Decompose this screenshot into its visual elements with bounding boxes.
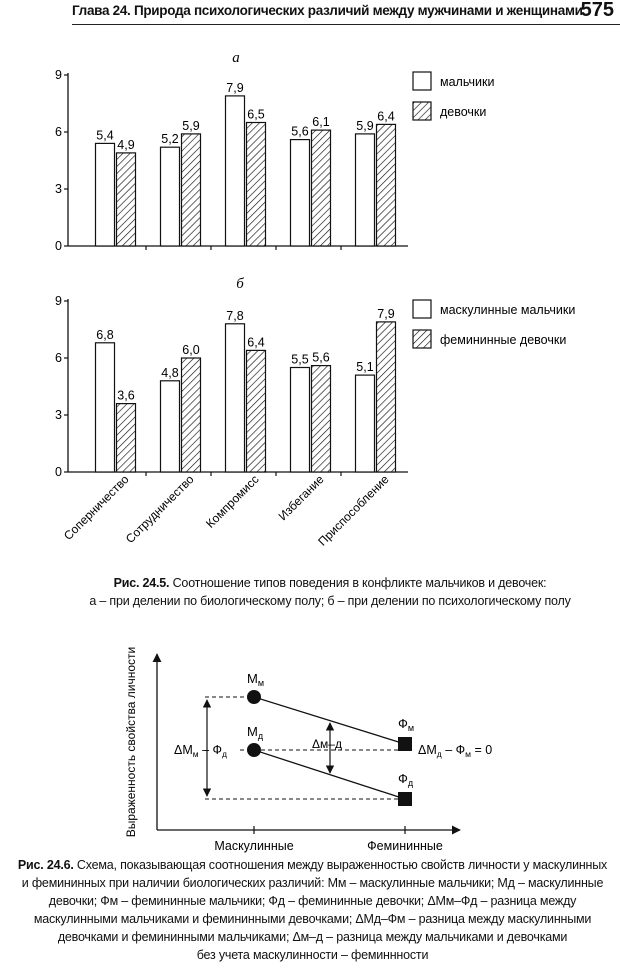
data-label-a-0-3: 5,6 [291,124,309,139]
label-delta-left: $\Delta М_м - Ф_д$ [174,743,227,759]
legend-label-b-1: фемининные девочки [440,333,567,347]
bar-a-0-3 [291,140,310,246]
bar-b-1-3 [312,366,331,472]
bar-b-1-1 [182,358,201,472]
y-tick-label-b-3: 9 [55,294,62,308]
bar-a-1-2 [247,123,266,247]
chapter-title: Глава 24. Природа психологических различий между мужчинами и женщинами [72,3,583,18]
caption-24-6-line-4: девочками и фемининными мальчиками; Δм–д – разница между мальчиками и девочками [57,930,568,944]
category-label-4: Приспособление [315,472,392,549]
caption-24-6-line-3: маскулинными мальчиками и фемининными девочками; ΔМд–Фм – разница между маскулинными [33,912,592,926]
y-tick-label-a-1: 3 [55,182,62,196]
point-fd [398,792,412,806]
page-number: 575 [580,0,614,21]
data-label-a-1-1: 5,9 [182,118,200,133]
caption-24-5 [70,574,590,610]
caption-24-5-line2: а – при делении по биологическому полу; б – при делении по психологическому полу [89,594,571,608]
bar-b-0-2 [226,324,245,472]
bar-b-0-4 [356,375,375,472]
label-eq-right: $\Delta М_д - Ф_м = 0$ [418,743,493,759]
label-fm: $Ф_м$ [398,716,415,733]
y-tick-label-b-0: 0 [55,465,62,479]
caption-24-6-line-1: и фемининных при наличии биологических различий: Мм – маскулинные мальчики; Мд – маскулинные [21,876,604,890]
bar-a-1-1 [182,134,201,246]
legend-swatch-b-1 [413,330,431,348]
bar-a-1-3 [312,130,331,246]
caption-24-5-label: Рис. 24.5. [113,576,170,590]
data-label-b-0-1: 4,8 [161,365,179,380]
y-tick-label-b-1: 3 [55,408,62,422]
category-label-2: Компромисс [203,472,262,531]
legend-swatch-b-0 [413,300,431,318]
category-label-3: Избегание [275,472,327,524]
bar-b-1-2 [247,350,266,472]
label-fd: $Ф_д$ [398,771,414,788]
diagram-y-label: Выраженность свойства личности [124,646,138,838]
legend-label-a-0: мальчики [440,75,495,89]
label-delta-mid: Δм–д [312,737,342,751]
chart-b [55,276,575,549]
y-tick-label-a-2: 6 [55,125,62,139]
legend-swatch-a-0 [413,72,431,90]
data-label-b-1-4: 7,9 [377,306,395,321]
data-label-b-0-2: 7,8 [226,308,244,323]
caption-24-6-line-2: девочки; Фм – фемининные мальчики; Фд – фемининные девочки; ΔМм–Фд – разница между [48,894,577,908]
data-label-b-1-3: 5,6 [312,350,330,365]
data-label-a-1-0: 4,9 [117,137,135,152]
diagram-24-6 [124,647,492,853]
bar-a-1-4 [377,124,396,246]
data-label-b-0-3: 5,5 [291,352,309,367]
data-label-a-1-2: 6,5 [247,107,265,122]
y-tick-label-b-2: 6 [55,351,62,365]
data-label-a-0-1: 5,2 [161,132,179,147]
caption-24-6 [10,856,615,964]
data-label-b-1-0: 3,6 [117,388,135,403]
bar-a-0-0 [96,143,115,246]
y-tick-label-a-3: 9 [55,68,62,82]
label-md: $М_д$ [247,724,264,741]
caption-24-5-line1: Соотношение типов поведения в конфликте мальчиков и девочек: [172,576,547,590]
data-label-a-1-3: 6,1 [312,115,330,130]
diagram-x-label-masc: Маскулинные [214,839,294,853]
caption-24-6-line-0: Схема, показывающая соотношения между выраженностью свойств личности у маскулинных [76,858,608,872]
data-label-b-1-2: 6,4 [247,335,265,350]
bar-a-0-4 [356,134,375,246]
point-fm [398,737,412,751]
data-label-a-0-0: 5,4 [96,128,114,143]
panel-label-b: б [236,276,244,292]
data-label-b-1-1: 6,0 [182,343,200,357]
bar-b-1-4 [377,322,396,472]
diagram-x-label-fem: Фемининные [367,839,443,853]
data-label-b-0-4: 5,1 [356,360,374,375]
category-label-0: Соперничество [61,472,132,543]
data-label-a-0-2: 7,9 [226,80,244,95]
bar-a-0-2 [226,96,245,246]
panel-label-a: а [232,50,240,66]
y-tick-label-a-0: 0 [55,239,62,253]
bar-a-1-0 [117,153,136,246]
bar-b-0-0 [96,343,115,472]
legend-label-b-0: маскулинные мальчики [440,303,576,317]
caption-24-6-line-5: без учета маскулинности – феминнности [196,948,429,962]
data-label-b-0-0: 6,8 [96,327,114,342]
chart-a [55,50,494,253]
bar-a-0-1 [161,147,180,246]
legend-swatch-a-1 [413,102,431,120]
data-label-a-1-4: 6,4 [377,109,395,124]
caption-24-6-label: Рис. 24.6. [17,858,74,872]
bar-b-0-3 [291,368,310,473]
data-label-a-0-4: 5,9 [356,118,374,133]
point-md [247,743,261,757]
point-mm [247,690,261,704]
legend-label-a-1: девочки [440,105,487,119]
bar-b-1-0 [117,404,136,472]
label-mm: $М_м$ [247,671,265,688]
category-label-1: Сотрудничество [122,472,197,547]
bar-b-0-1 [161,381,180,472]
